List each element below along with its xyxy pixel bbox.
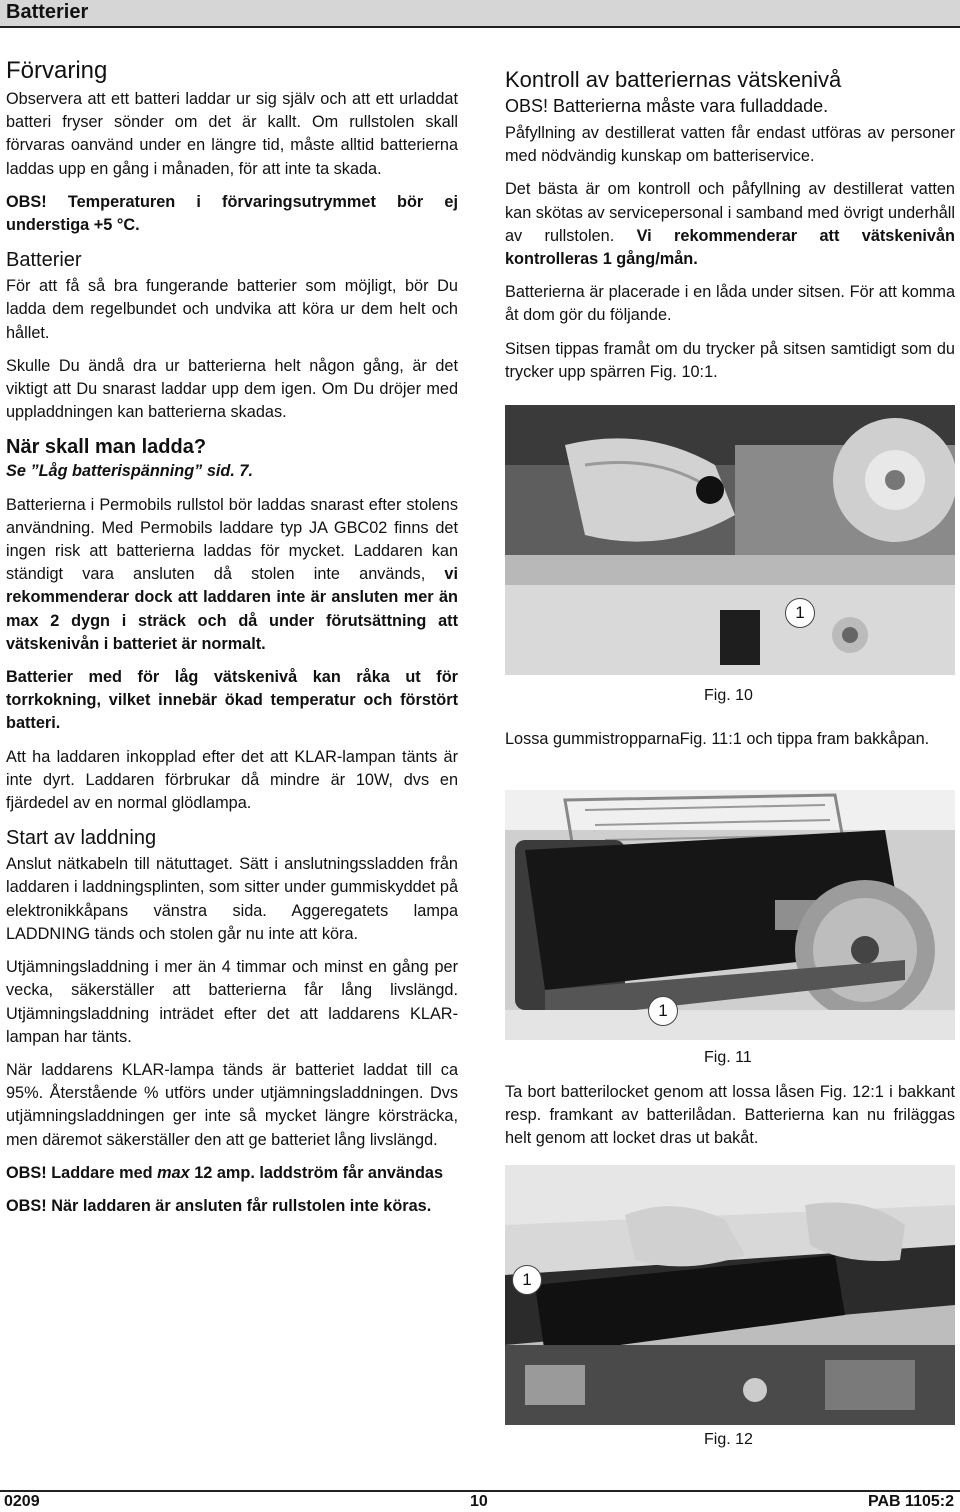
right-column (505, 66, 955, 394)
fig11-callout: 1 (648, 996, 678, 1026)
page-header (0, 0, 960, 28)
para-nar-1 (6, 494, 458, 656)
para-nar-2: Batterier med för låg vätskenivå kan råka ut för torrkokning, vilket innebär ökad temperatur och förstört batteri. (6, 668, 458, 733)
para-start-1: Anslut nätkabeln till nätuttaget. Sätt i anslutningssladden från laddaren i laddningsplinten, som sitter under gummiskyddet på elektronikkåpans vänstra sida. Aggeregatets lampa LADDNING tänds och stolen går nu inte att köra. (6, 855, 458, 943)
para-batterier-1: För att få så bra fungerande batterier som möjligt, bör Du ladda dem regelbundet och undvika att köra ur dem helt och hållet. (6, 277, 458, 342)
heading-batterier: Batterier (6, 249, 82, 272)
para-start-2: Utjämningsladdning i mer än 4 timmar och minst en gång per vecka, säkerställer att batterierna får lång livslängd. Utjämningsladdning inträdet efter det att laddarens KLAR-lampan har tänts. (6, 958, 458, 1046)
para-start-3: När laddarens KLAR-lampa tänds är batteriet laddat till ca 95%. Återstående % utförs under utjämningsladdningen. Dvs utjämningsladdningen ger inte så mycket längre körsträcka, men däremot säkerställer den att ge batteriet lång livslängd. (6, 1060, 458, 1149)
reference-lag-batterispanning: Se ”Låg batterispänning” sid. 7. (6, 462, 253, 481)
fig11-caption: Fig. 11 (704, 1049, 752, 1066)
fig12-caption: Fig. 12 (704, 1431, 753, 1448)
obs-amp-max: max (157, 1163, 190, 1182)
para-sitsen: Sitsen tippas framåt om du trycker på sitsen samtidigt som du trycker upp spärren Fig. 10:1. (505, 339, 955, 381)
para-nar-1-text: Batterierna i Permobils rullstol bör laddas snarast efter stolens användning. Med Permobils laddare typ JA GBC02 finns det ingen risk att batterierna laddas för mycket. Laddaren kan ständigt vara ansluten då stolen inte används, (6, 495, 458, 584)
fig10-caption: Fig. 10 (704, 687, 753, 704)
para-nar-1-bold: vi rekommenderar dock att laddaren inte är ansluten mer än max 2 dygn i sträck och då under förutsättning att vätskenivån i batteriet är normalt. (6, 565, 458, 653)
para-pafyllning: Påfyllning av destillerat vatten får endast utföras av personer med nödvändig kunskap om batteriservice. (505, 124, 955, 166)
footer-date: 0209 (4, 1493, 40, 1510)
obs-amp-c: 12 amp. laddström får användas (189, 1163, 444, 1182)
para-basta-bold: Vi rekommenderar att vätskenivån kontrolleras 1 gång/mån. (505, 226, 955, 269)
fig10-photo (505, 405, 955, 675)
heading-forvaring: Förvaring (6, 57, 108, 84)
para-placerade: Batterierna är placerade i en låda under sitsen. För att komma åt dom gör du följande. (505, 283, 955, 325)
para-lossa: Lossa gummistropparnaFig. 11:1 och tippa fram bakkåpan. (505, 730, 930, 748)
para-basta-text: Det bästa är om kontroll och påfyllning av destillerat vatten kan skötas av servicepersonal i samband med övrigt underhåll av rullstolen. (505, 180, 955, 245)
fig12-photo (505, 1165, 955, 1425)
heading-kontroll: Kontroll av batteriernas vätskenivå (505, 67, 842, 92)
fig12-callout: 1 (512, 1265, 542, 1295)
para-basta (505, 178, 955, 271)
fig11-photo (505, 790, 955, 1040)
heading-obs-fulladdade: OBS! Batterierna måste vara fulladdade. (505, 96, 829, 116)
footer-page-number: 10 (470, 1493, 488, 1510)
obs-amp-a: OBS! Laddare med (6, 1163, 158, 1182)
heading-start-laddning: Start av laddning (6, 827, 157, 850)
left-column (6, 56, 458, 1228)
para-tabort: Ta bort batterilocket genom att lossa låsen Fig. 12:1 i bakkant resp. framkant av batterilådan. Batterierna kan nu friläggas helt genom att locket dras ut bakåt. (505, 1083, 955, 1148)
page-title: Batterier (6, 1, 89, 23)
para-batterier-2: Skulle Du ändå dra ur batterierna helt någon gång, är det viktigt att Du snarast laddar upp dem igen. Om Du dröjer med uppladdningen kan batterierna skadas. (6, 356, 458, 422)
para-nar-3: Att ha laddaren inkopplad efter det att KLAR-lampan tänts är inte dyrt. Laddaren förbrukar då mindre är 10W, dvs en fjärdedel av en normal glödlampa. (6, 747, 458, 813)
para-obs-amp (6, 1162, 458, 1185)
footer-doc-id: PAB 1105:2 (868, 1493, 954, 1510)
heading-nar-ladda: När skall man ladda? (6, 436, 207, 459)
para-obs-ansluten: OBS! När laddaren är ansluten får rullstolen inte köras. (6, 1196, 432, 1215)
fig10-callout: 1 (785, 598, 815, 628)
para-forvaring: Observera att ett batteri laddar ur sig själv och att ett urladdat batteri fryser sönder om det är kallt. Om rullstolen skall förvaras oanvänd under en längre tid, måste alltid batterierna laddas upp en gång i månaden, för att inte ta skada. (6, 90, 458, 178)
para-obs-temperature: OBS! Temperaturen i förvaringsutrymmet bör ej understiga +5 °C. (6, 192, 458, 235)
